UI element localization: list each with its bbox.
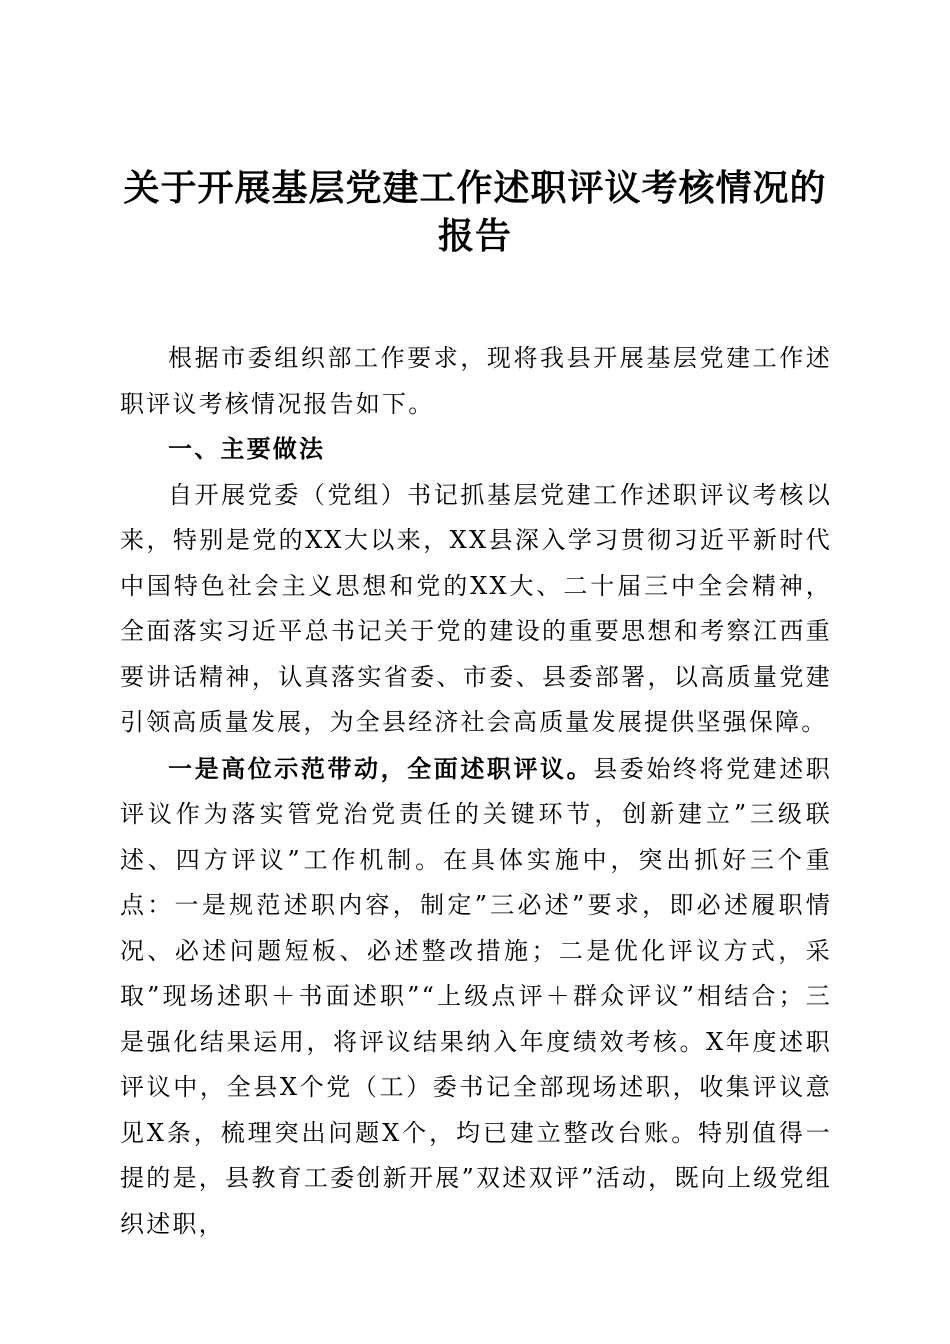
document-title: 关于开展基层党建工作述职评议考核情况的报告 bbox=[123, 167, 827, 257]
background-paragraph: 自开展党委（党组）书记抓基层党建工作述职评议考核以来，特别是党的XX大以来，XX县深入学习贯彻习近平新时代中国特色社会主义思想和党的XX大、二十届三中全会精神，全面落实习近平总书记关于党的建设的重要思想和考察江西重要讲话精神，认真落实省委、市委、县委部署，以高质量党建引领高质量发展，为全县经济社会高质量发展提供坚强保障。 bbox=[120, 480, 832, 736]
point-one-lead: 一是高位示范带动，全面述职评议。 bbox=[168, 753, 594, 783]
intro-paragraph: 根据市委组织部工作要求，现将我县开展基层党建工作述职评议考核情况报告如下。 bbox=[120, 344, 832, 418]
section-heading-main-practices: 一、主要做法 bbox=[168, 435, 326, 463]
document-body bbox=[120, 336, 832, 1247]
point-one-text: 县委始终将党建述职评议作为落实管党治党责任的关键环节，创新建立”三级联述、四方评议”工作机制。在具体实施中，突出抓好三个重点：一是规范述职内容，制定”三必述”要求，即必述履职情况、必述问题短板、必述整改措施；二是优化评议方式，采取”现场述职＋书面述职”“上级点评＋群众评议”相结合；三是强化结果运用，将评议结果纳入年度绩效考核。X年度述职评议中，全县X个党（工）委书记全部现场述职，收集评议意见X条，梳理突出问题X个，均已建立整改台账。特别值得一提的是，县教育工委创新开展”双述双评”活动，既向上级党组织述职， bbox=[120, 754, 832, 1238]
point-one-paragraph bbox=[120, 746, 832, 1248]
